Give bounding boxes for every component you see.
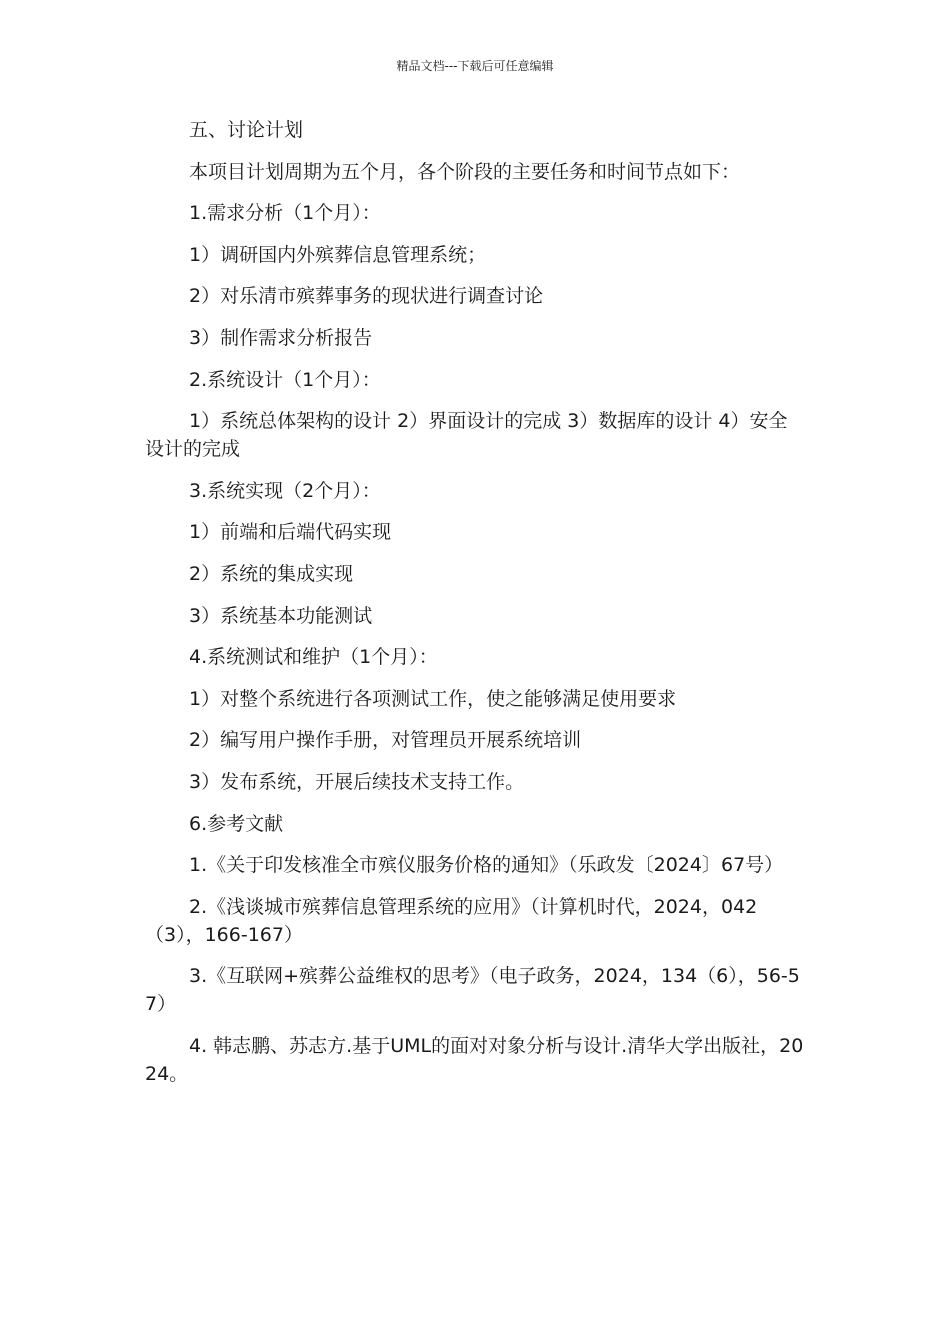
intro-paragraph: 本项目计划周期为五个月，各个阶段的主要任务和时间节点如下： xyxy=(189,160,741,183)
list-item: 2）编写用户操作手册，对管理员开展系统培训 xyxy=(189,729,582,752)
reference-item: 3.《互联网+殡葬公益维权的思考》（电子政务，2024，134（6），56-57） xyxy=(145,965,800,1016)
reference-item: 1.《关于印发核准全市殡仪服务价格的通知》（乐政发〔2024〕67号） xyxy=(189,854,784,877)
list-item: 3）发布系统，开展后续技术支持工作。 xyxy=(189,770,525,793)
reference-item: 4. 韩志鹏、苏志方.基于UML的面对对象分析与设计.清华大学出版社，2024。 xyxy=(145,1034,804,1085)
list-item: 3）制作需求分析报告 xyxy=(189,326,373,349)
phase-heading-implementation: 3.系统实现（2个月）： xyxy=(189,479,381,502)
list-item: 1）调研国内外殡葬信息管理系统； xyxy=(189,243,487,266)
phase-heading-testing: 4.系统测试和维护（1个月）： xyxy=(189,646,438,669)
section-heading: 五、讨论计划 xyxy=(189,119,304,141)
document-body xyxy=(145,116,805,1101)
list-item: 2）对乐清市殡葬事务的现状进行调查讨论 xyxy=(189,285,544,308)
reference-item: 2.《浅谈城市殡葬信息管理系统的应用》（计算机时代，2024，042（3），166-167） xyxy=(145,895,758,946)
list-item: 1）系统总体架构的设计 2）界面设计的完成 3）数据库的设计 4）安全设计的完成 xyxy=(145,410,788,461)
list-item: 2）系统的集成实现 xyxy=(189,562,354,585)
page-header: 精品文档---下载后可任意编辑 xyxy=(396,59,554,73)
phase-heading-design: 2.系统设计（1个月）： xyxy=(189,368,381,391)
phase-heading-requirements: 1.需求分析（1个月）： xyxy=(189,202,381,225)
list-item: 1）前端和后端代码实现 xyxy=(189,521,392,544)
references-heading: 6.参考文献 xyxy=(189,812,284,835)
list-item: 3）系统基本功能测试 xyxy=(189,604,373,627)
list-item: 1）对整个系统进行各项测试工作，使之能够满足使用要求 xyxy=(189,687,677,710)
